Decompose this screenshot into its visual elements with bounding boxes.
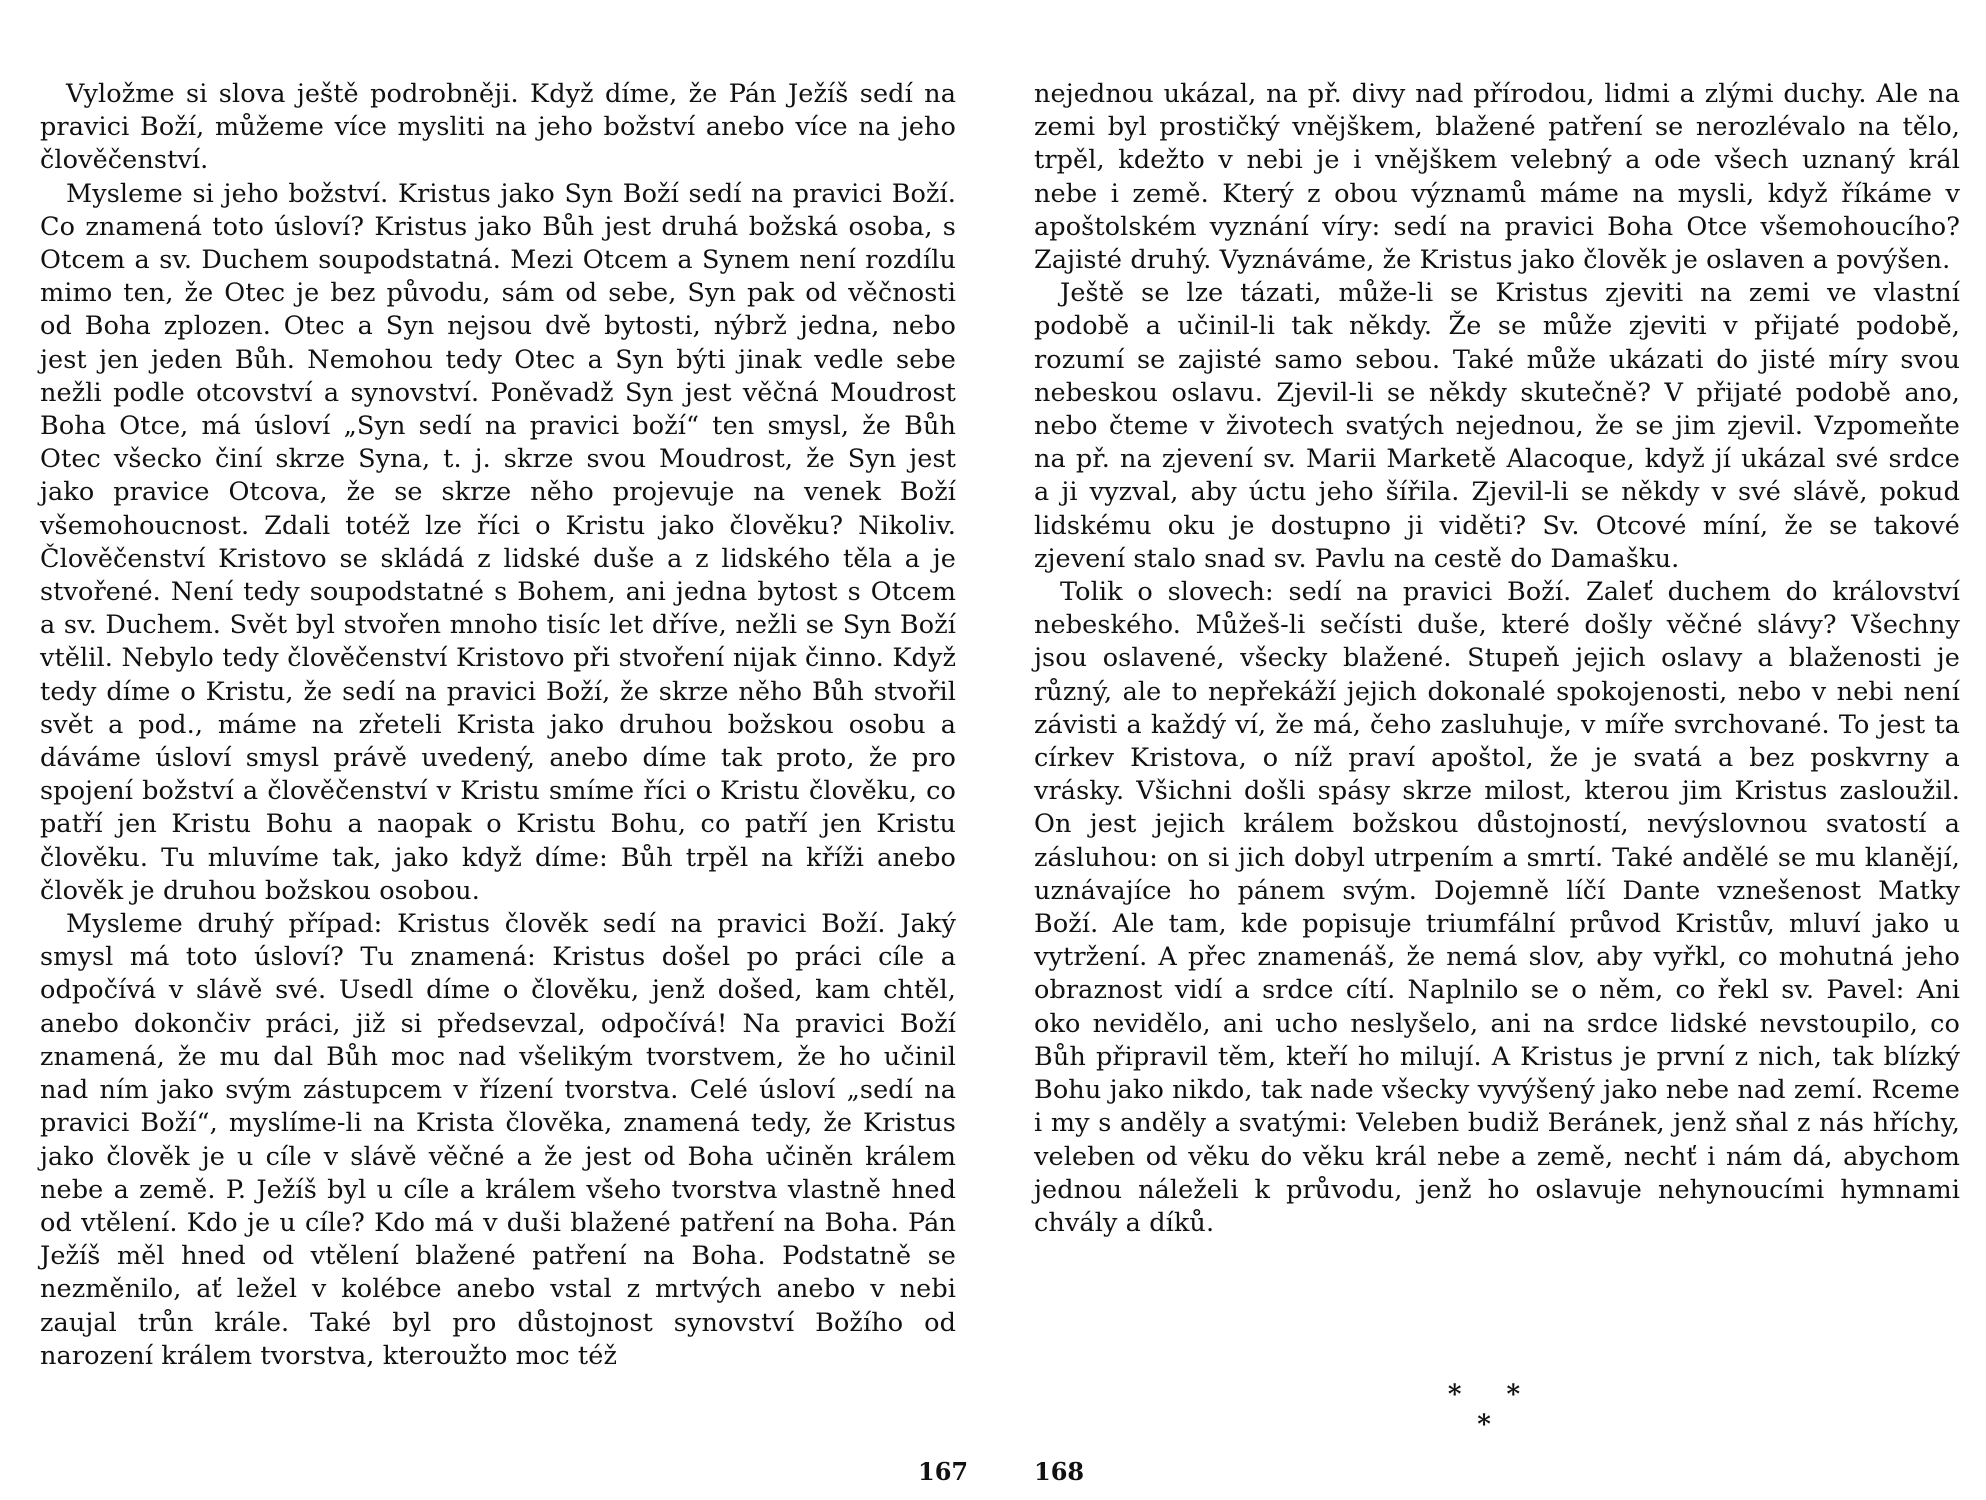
page-number-right: 168 [1034, 1457, 1085, 1486]
continued-paragraph: nejednou ukázal, na př. divy nad přírodou, lidmi a zlými duchy. Ale na zemi byl prostičký vnějškem, blažené patření se nerozlévalo na tělo, trpěl, kdežto v nebi je i vnějškem velebný a ode všech uznaný král nebe i země. Který z obou významů máme na mysli, když říkáme v apoštolském vyznání víry: sedí na pravici Boha Otce všemohoucího? Zajisté druhý. Vyznáváme, že Kristus jako člověk je oslaven a povýšen. [1034, 79, 1960, 276]
page-number-left: 167 [918, 1457, 969, 1486]
paragraph: Mysleme druhý případ: Kristus člověk sedí na pravici Boží. Jaký smysl má toto úsloví? Tu znamená: Kristus došel po práci cíle a odpočívá v slávě své. Usedl díme o člověku, jenž došed, kam chtěl, anebo dokončiv práci, již si předsevzal, odpočívá! Na pravici Boží znamená, že mu dal Bůh moc nad všelikým tvorstvem, že ho učinil nad ním jako svým zástupcem v řízení tvorstva. Celé úsloví „sedí na pravici Boží“, myslíme-li na Krista člověka, znamená tedy, že Kristus jako člověk je u cíle v slávě věčné a že jest od Boha učiněn králem nebe a země. P. Ježíš byl u cíle a králem všeho tvorstva vlastně hned od vtělení. Kdo je u cíle? Kdo má v duši blažené patření na Boha. Pán Ježíš měl hned od vtělení blažené patření na Boha. Podstatně se nezměnilo, ať ležel v kolébce anebo vstal z mrtvých anebo v nebi zaujal trůn krále. Také byl pro důstojnost synovství Božího od narození králem tvorstva, kteroužto moc též [40, 909, 956, 1371]
left-page [40, 78, 956, 1373]
right-page [1034, 78, 1960, 1240]
paragraph: Tolik o slovech: sedí na pravici Boží. Zaleť duchem do království nebeského. Můžeš-li sečísti duše, které došly věčné slávy? Všechny jsou oslavené, všecky blažené. Stupeň jejich oslavy a blaženosti je různý, ale to nepřekáží jejich dokonalé spokojenosti, nebo v nebi není závisti a každý ví, že má, čeho zasluhuje, v míře svrchované. To jest ta církev Kristova, o níž praví apoštol, že je svatá a bez poskvrny a vrásky. Všichni došli spásy skrze milost, kterou jim Kristus zasloužil. On jest jejich králem božskou důstojností, nevýslovnou svatostí a zásluhou: on si jich dobyl utrpením a smrtí. Také andělé se mu klanějí, uznávajíce ho pánem svým. Dojemně líčí Dante vznešenost Matky Boží. Ale tam, kde popisuje triumfální průvod Kristův, mluví jako u vytržení. A přec znamenáš, že nemá slov, aby vyřkl, co mohutná jeho obraznost vidí a srdce cítí. Naplnilo se o něm, co řekl sv. Pavel: Ani oko nevidělo, ani ucho neslyšelo, ani na srdce lidské nevstoupilo, co Bůh připravil těm, kteří ho milují. A Kristus je první z nich, tak blízký Bohu jako nikdo, tak nade všecky vyvýšený jako nebe nad zemí. Rceme i my s anděly a svatými: Veleben budiž Beránek, jenž sňal z nás hříchy, veleben od věku do věku král nebe a země, nechť i nám dá, abychom jednou náleželi k průvodu, jenž ho oslavuje nehynoucími hymnami chvály a díků. [1034, 577, 1960, 1238]
section-break-asterisks: * * * [1447, 1380, 1539, 1440]
paragraph: Vyložme si slova ještě podrobněji. Když díme, že Pán Ježíš sedí na pravici Boží, můžeme více mysliti na jeho božství anebo více na jeho člověčenství. [40, 79, 956, 176]
paragraph: Mysleme si jeho božství. Kristus jako Syn Boží sedí na pravici Boží. Co znamená toto úsloví? Kristus jako Bůh jest druhá božská osoba, s Otcem a sv. Duchem soupodstatná. Mezi Otcem a Synem není rozdílu mimo ten, že Otec je bez původu, sám od sebe, Syn pak od věčnosti od Boha zplozen. Otec a Syn nejsou dvě bytosti, nýbrž jedna, nebo jest jen jeden Bůh. Nemohou tedy Otec a Syn býti jinak vedle sebe nežli podle otcovství a synovství. Poněvadž Syn jest věčná Moudrost Boha Otce, má úsloví „Syn sedí na pravici boží“ ten smysl, že Bůh Otec všecko činí skrze Syna, t. j. skrze svou Moudrost, že Syn jest jako pravice Otcova, že se skrze něho projevuje na venek Boží všemohoucnost. Zdali totéž lze říci o Kristu jako člověku? Nikoliv. Člověčenství Kristovo se skládá z lidské duše a z lidského těla a je stvořené. Není tedy soupodstatné s Bohem, ani jedna bytost s Otcem a sv. Duchem. Svět byl stvořen mnoho tisíc let dříve, nežli se Syn Boží vtělil. Nebylo tedy člověčenství Kristovo při stvoření nijak činno. Když tedy díme o Kristu, že sedí na pravici Boží, že skrze něho Bůh stvořil svět a pod., máme na zřeteli Krista jako druhou božskou osobu a dáváme úsloví smysl právě uvedený, anebo díme tak proto, že pro spojení božství a člověčenství v Kristu smíme říci o Kristu člověku, co patří jen Kristu Bohu a naopak o Kristu Bohu, co patří jen Kristu člověku. Tu mluvíme tak, jako když díme: Bůh trpěl na kříži anebo člověk je druhou božskou osobou. [40, 178, 956, 906]
paragraph: Ještě se lze tázati, může-li se Kristus zjeviti na zemi ve vlastní podobě a učinil-li tak někdy. Že se může zjeviti v přijaté podobě, rozumí se zajisté samo sebou. Také může ukázati do jisté míry svou nebeskou oslavu. Zjevil-li se někdy skutečně? V přijaté podobě ano, nebo čteme v životech svatých nejednou, že se jim zjevil. Vzpomeňte na př. na zjevení sv. Marii Marketě Alacoque, když jí ukázal své srdce a ji vyzval, aby úctu jeho šířila. Zjevil-li se někdy v své slávě, pokud lidskému oku je dostupno ji viděti? Sv. Otcové míní, že se takové zjevení stalo snad sv. Pavlu na cestě do Damašku. [1034, 278, 1960, 574]
